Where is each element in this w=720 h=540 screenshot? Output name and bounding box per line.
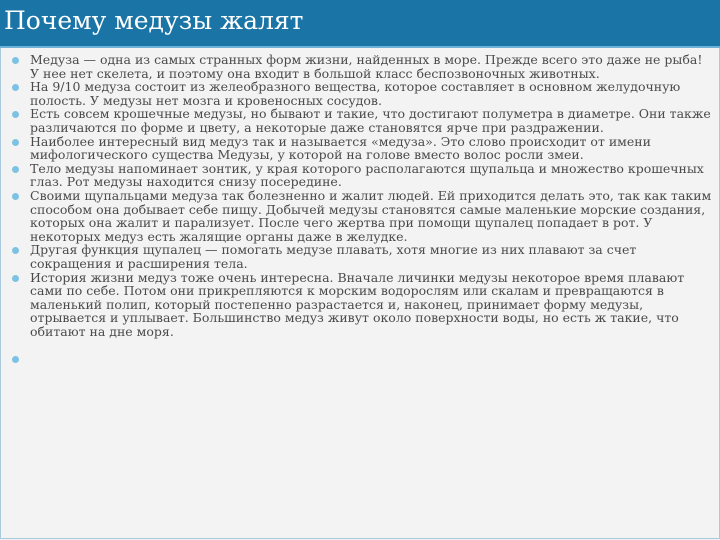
bullet-dot-icon — [12, 275, 19, 282]
bullet-item — [10, 189, 712, 243]
bullet-text: На 9/10 медуза состоит из желеобразного вещества, которое составляет в основном желудочную полость. У медузы нет мозга и кровеносных сосудов. — [30, 79, 681, 108]
bullet-dot-icon — [12, 139, 19, 146]
bullet-item — [10, 107, 712, 134]
bullet-item — [10, 243, 712, 270]
bullet-dot-icon — [12, 247, 19, 254]
bullet-dot-icon — [12, 166, 19, 173]
bullet-item-empty — [10, 352, 712, 366]
bullet-item — [10, 162, 712, 189]
bullet-dot-icon — [12, 57, 19, 64]
bullet-dot-icon — [12, 356, 19, 363]
bullet-item — [10, 135, 712, 162]
bullet-text: Другая функция щупалец — помогать медузе плавать, хотя многие из них плавают за счет сокращения и расширения тела. — [30, 242, 637, 271]
bullet-dot-icon — [12, 111, 19, 118]
bullet-text: История жизни медуз тоже очень интересна. Вначале личинки медузы некоторое время плавают сами по себе. Потом они прикрепляются к морским водорослям или скалам и превращаются в маленький полип, который постепенно разрастается и, наконец, принимает форму медузы, отрывается и уплывает. Большинство медуз живут около поверхности воды, но есть ж такие, что обитают на дне моря. — [30, 269, 685, 339]
slide-title: Почему медузы жалят — [4, 6, 304, 35]
slide-content — [10, 53, 712, 366]
bullet-text: Своими щупальцами медуза так болезненно и жалит людей. Ей приходится делать это, так как таким способом она добывает себе пищу. Добычей медузы становятся самые маленькие морские создания, которых она жалит и парализует. После чего жертва при помощи щупалец попадает в рот. У некоторых медуз есть жалящие органы даже в желудке. — [30, 187, 712, 244]
bullet-text: Наиболее интересный вид медуз так и называется «медуза». Это слово происходит от имени мифологического существа Медузы, у которой на голове вместо волос росли змеи. — [30, 133, 651, 163]
bullet-item — [10, 80, 712, 107]
bullet-item — [10, 53, 712, 80]
bullet-dot-icon — [12, 193, 19, 200]
bullet-text: Есть совсем крошечные медузы, но бывают и такие, что достигают полуметра в диаметре. Они также различаются по форме и цвету, а некоторые даже становятся ярче при раздражении. — [30, 106, 711, 135]
bullet-dot-icon — [12, 84, 19, 91]
bullet-text: Тело медузы напоминает зонтик, у края которого располагаются щупальца и множество крошечных глаз. Рот медузы находится снизу посередине. — [30, 160, 704, 190]
bullet-text: Медуза — одна из самых странных форм жизни, найденных в море. Прежде всего это даже не рыба! У нее нет скелета, и поэтому она входит в большой класс беспозвоночных животных. — [30, 52, 703, 81]
title-bar — [0, 0, 720, 46]
bullet-item — [10, 271, 712, 339]
bullet-list — [10, 53, 712, 366]
